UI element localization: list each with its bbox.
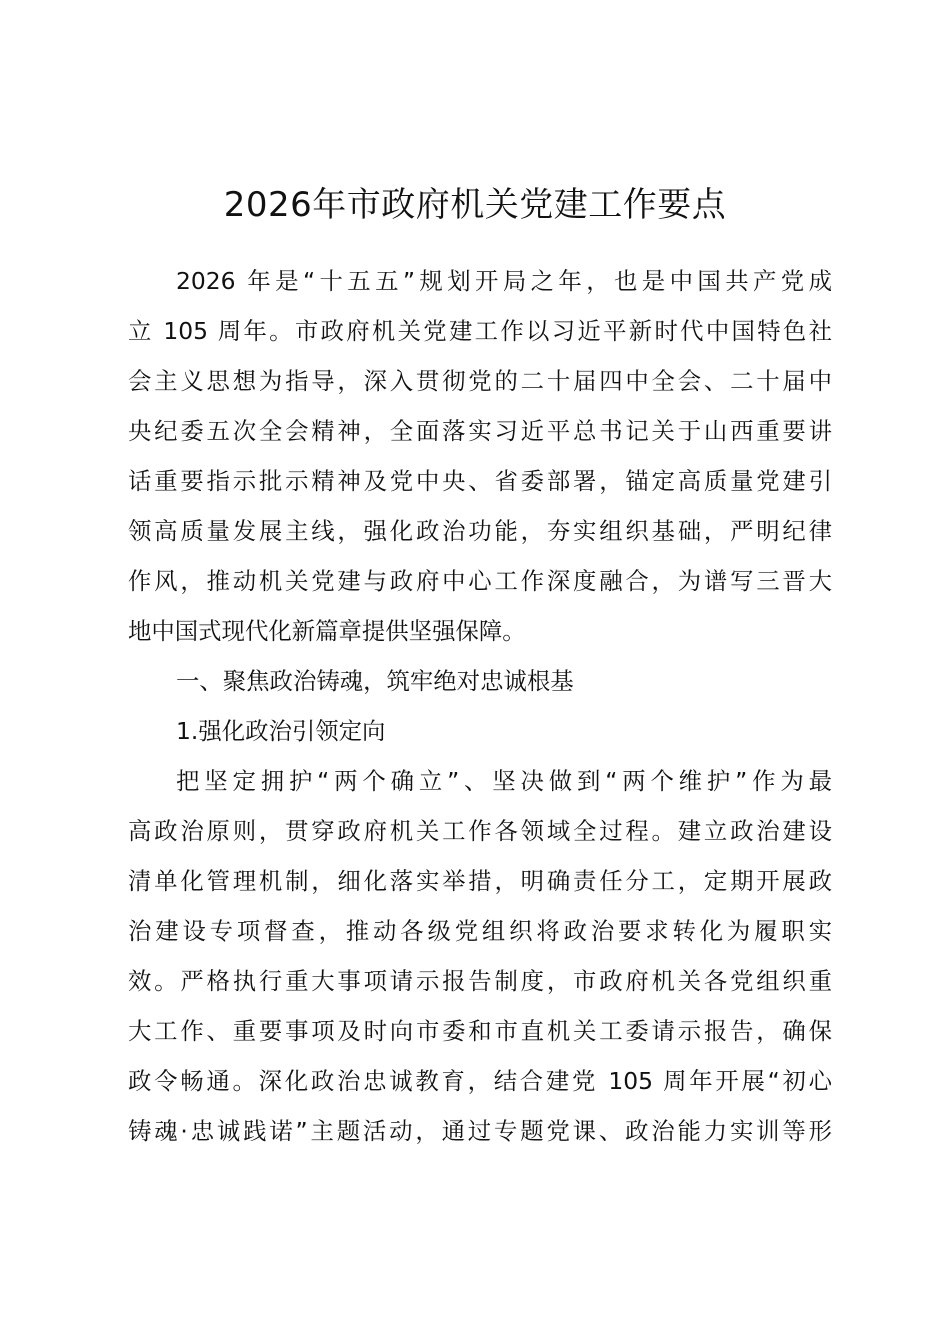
paragraph-line: 领高质量发展主线，强化政治功能，夯实组织基础，严明纪律 <box>128 517 832 545</box>
paragraph-line: 治建设专项督查，推动各级党组织将政治要求转化为履职实 <box>128 917 832 945</box>
paragraph-line: 央纪委五次全会精神，全面落实习近平总书记关于山西重要讲 <box>128 417 832 445</box>
document-title: 2026年市政府机关党建工作要点 <box>223 185 727 225</box>
intro-paragraph <box>128 256 832 656</box>
paragraph-line: 铸魂·忠诚践诺”主题活动，通过专题党课、政治能力实训等形 <box>128 1117 832 1145</box>
paragraph-line: 大工作、重要事项及时向市委和市直机关工委请示报告，确保 <box>128 1017 832 1045</box>
paragraph-line: 话重要指示批示精神及党中央、省委部署，锚定高质量党建引 <box>128 467 832 495</box>
paragraph-line: 立 105 周年。市政府机关党建工作以习近平新时代中国特色社 <box>128 317 832 345</box>
document-body <box>128 256 832 1156</box>
subsection-paragraph <box>128 756 832 1156</box>
paragraph-line: 2026 年是“十五五”规划开局之年，也是中国共产党成 <box>176 267 832 295</box>
paragraph-line: 把坚定拥护“两个确立”、坚决做到“两个维护”作为最 <box>176 767 832 795</box>
paragraph-line: 效。严格执行重大事项请示报告制度，市政府机关各党组织重 <box>128 967 832 995</box>
paragraph-line: 高政治原则，贯穿政府机关工作各领域全过程。建立政治建设 <box>128 817 832 845</box>
section-heading: 一、聚焦政治铸魂，筑牢绝对忠诚根基 <box>176 667 574 695</box>
paragraph-line: 清单化管理机制，细化落实举措，明确责任分工，定期开展政 <box>128 867 832 895</box>
subsection-heading: 1.强化政治引领定向 <box>176 717 386 745</box>
paragraph-line: 会主义思想为指导，深入贯彻党的二十届四中全会、二十届中 <box>128 367 832 395</box>
paragraph-line: 地中国式现代化新篇章提供坚强保障。 <box>128 617 526 645</box>
paragraph-line: 作风，推动机关党建与政府中心工作深度融合，为谱写三晋大 <box>128 567 832 595</box>
paragraph-line: 政令畅通。深化政治忠诚教育，结合建党 105 周年开展“初心 <box>128 1067 832 1095</box>
